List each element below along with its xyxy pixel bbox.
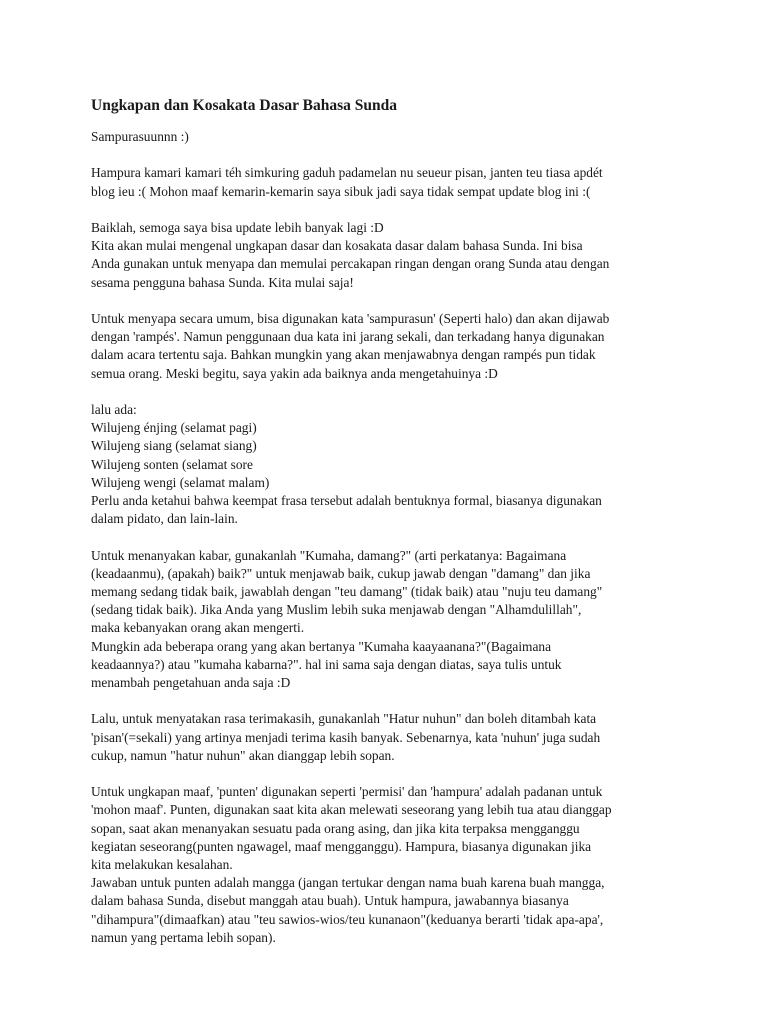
text-line: kita melakukan kesalahan. bbox=[91, 857, 233, 873]
text-line: Untuk menanyakan kabar, gunakanlah "Kumaha, damang?" (arti perkatanya: Bagaimana bbox=[91, 547, 567, 563]
text-line: Perlu anda ketahui bahwa keempat frasa tersebut adalah bentuknya formal, biasanya digunakan bbox=[91, 493, 602, 508]
text-line: semua orang. Meski begitu, saya yakin ada baiknya anda mengetahuinya :D bbox=[91, 365, 498, 381]
text-line: Anda gunakan untuk menyapa dan memulai percakapan ringan dengan orang Sunda atau dengan bbox=[91, 256, 610, 272]
text-line: dalam pidato, dan lain-lain. bbox=[91, 511, 238, 527]
paragraph bbox=[91, 219, 691, 292]
text-line: kegiatan seseorang(punten ngawagel, maaf mengganggu). Hampura, biasanya digunakan jika bbox=[91, 838, 592, 854]
paragraph-spacer bbox=[91, 146, 691, 164]
text-line: Wilujeng énjing (selamat pagi) bbox=[91, 420, 257, 436]
paragraph-spacer bbox=[91, 201, 691, 219]
paragraph bbox=[91, 164, 691, 200]
text-line: maka kebanyakan orang akan mengerti. bbox=[91, 620, 305, 636]
text-line: lalu ada: bbox=[91, 401, 137, 417]
text-line: 'pisan'(=sekali) yang artinya menjadi terima kasih banyak. Sebenarnya, kata 'nuhun' juga sudah bbox=[91, 729, 601, 745]
paragraph-spacer bbox=[91, 292, 691, 310]
text-line: Lalu, untuk menyatakan rasa terimakasih, gunakanlah "Hatur nuhun" dan boleh ditambah kata bbox=[91, 711, 597, 727]
paragraph-spacer bbox=[91, 528, 691, 546]
paragraph bbox=[91, 128, 691, 146]
text-line: Sampurasuunnn :) bbox=[91, 129, 189, 144]
text-line: dalam bahasa Sunda, disebut manggah atau buah). Untuk hampura, jawabannya biasanya bbox=[91, 893, 569, 909]
paragraph-spacer bbox=[91, 765, 691, 783]
text-line: Wilujeng wengi (selamat malam) bbox=[91, 474, 270, 490]
text-line: (keadaanmu), (apakah) baik?" untuk menjawab baik, cukup jawab dengan "damang" dan jika bbox=[91, 565, 591, 581]
document-title: Ungkapan dan Kosakata Dasar Bahasa Sunda bbox=[91, 97, 397, 114]
text-line: (sedang tidak baik). Jika Anda yang Muslim lebih suka menjawab dengan "Alhamdulillah", bbox=[91, 602, 582, 618]
text-line: Wilujeng sonten (selamat sore bbox=[91, 456, 253, 472]
text-line: Jawaban untuk punten adalah mangga (jangan tertukar dengan nama buah karena buah mangga, bbox=[91, 875, 605, 891]
text-line: dalam acara tertentu saja. Bahkan mungkin yang akan menjawabnya dengan rampés pun tidak bbox=[91, 347, 596, 363]
text-line: Untuk ungkapan maaf, 'punten' digunakan seperti 'permisi' dan 'hampura' adalah padanan untuk bbox=[91, 784, 603, 800]
text-line: Mungkin ada beberapa orang yang akan bertanya "Kumaha kaayaanana?"(Bagaimana bbox=[91, 638, 552, 654]
text-line: Wilujeng siang (selamat siang) bbox=[91, 438, 257, 454]
text-line: 'mohon maaf'. Punten, digunakan saat kita akan melewati seseorang yang lebih tua atau dianggap bbox=[91, 802, 612, 818]
paragraph bbox=[91, 547, 691, 693]
document-body bbox=[91, 128, 691, 947]
document-page bbox=[91, 96, 691, 947]
text-line: menambah pengetahuan anda saja :D bbox=[91, 675, 291, 691]
text-line: "dihampura"(dimaafkan) atau "teu sawios-wios/teu kunanaon"(keduanya berarti 'tidak apa-apa', bbox=[91, 911, 604, 927]
text-line: Untuk menyapa secara umum, bisa digunakan kata 'sampurasun' (Seperti halo) dan akan dijawab bbox=[91, 310, 610, 326]
text-line: sesama pengguna bahasa Sunda. Kita mulai saja! bbox=[91, 274, 354, 290]
text-line: blog ieu :( Mohon maaf kemarin-kemarin saya sibuk jadi saya tidak sempat update blog ini :( bbox=[91, 183, 591, 199]
text-line: sopan, saat akan menanyakan sesuatu pada orang asing, dan jika kita terpaksa mengganggu bbox=[91, 820, 580, 836]
paragraph-spacer bbox=[91, 692, 691, 710]
text-line: Baiklah, semoga saya bisa update lebih banyak lagi :D bbox=[91, 219, 384, 235]
text-line: dengan 'rampés'. Namun penggunaan dua kata ini jarang sekali, dan terkadang hanya digunakan bbox=[91, 329, 605, 345]
text-line: cukup, namun "hatur nuhun" akan dianggap lebih sopan. bbox=[91, 747, 395, 763]
text-line: keadaannya?) atau "kumaha kabarna?". hal ini sama saja dengan diatas, saya tulis untuk bbox=[91, 656, 562, 672]
paragraph bbox=[91, 710, 691, 765]
text-line: Hampura kamari kamari téh simkuring gaduh padamelan nu seueur pisan, janten teu tiasa apdét bbox=[91, 165, 603, 181]
paragraph bbox=[91, 401, 691, 528]
paragraph bbox=[91, 783, 691, 947]
paragraph-spacer bbox=[91, 383, 691, 401]
text-line: Kita akan mulai mengenal ungkapan dasar dan kosakata dasar dalam bahasa Sunda. Ini bisa bbox=[91, 238, 583, 254]
paragraph bbox=[91, 310, 691, 383]
text-line: namun yang pertama lebih sopan). bbox=[91, 929, 276, 945]
text-line: memang sedang tidak baik, jawablah dengan "teu damang" (tidak baik) atau "nuju teu damang" bbox=[91, 584, 603, 599]
